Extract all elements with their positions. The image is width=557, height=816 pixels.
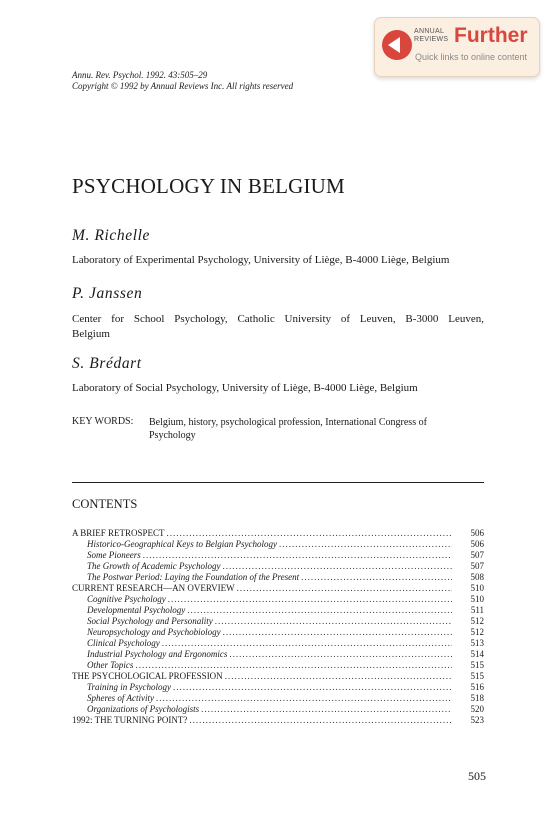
toc-dot-leader [143, 550, 452, 561]
author-name: P. Janssen [72, 285, 143, 302]
toc-subsection-entry[interactable] [72, 594, 484, 605]
keywords-text [149, 416, 479, 442]
contents-heading: CONTENTS [72, 497, 138, 511]
keywords-line: Psychology [149, 430, 196, 441]
toc-dot-leader [168, 594, 452, 605]
toc-entry-page: 516 [470, 682, 484, 692]
toc-entry-label: 1992: THE TURNING POINT? [72, 715, 188, 725]
toc-entry-page: 514 [470, 649, 484, 659]
badge-brand: Further [454, 24, 528, 47]
toc-entry-page: 512 [470, 616, 484, 626]
toc-subsection-entry[interactable] [72, 561, 484, 572]
author-affiliation: Center for School Psychology, Catholic University of Leuven, B-3000 Leuven, [72, 313, 484, 325]
toc-dot-leader [279, 539, 452, 550]
toc-dot-leader [135, 660, 452, 671]
toc-entry-label: A BRIEF RETROSPECT [72, 528, 165, 538]
page-number: 505 [468, 769, 486, 783]
badge-line-annual: ANNUAL [414, 28, 445, 35]
toc-dot-leader [301, 572, 452, 583]
toc-dot-leader [167, 528, 452, 539]
toc-subsection-entry[interactable] [72, 660, 484, 671]
toc-entry-page: 506 [470, 528, 484, 538]
toc-entry-label: Neuropsychology and Psychobiology [87, 627, 221, 637]
toc-subsection-entry[interactable] [72, 693, 484, 704]
back-arrow-icon [382, 30, 412, 60]
toc-entry-label: Organizations of Psychologists [87, 704, 200, 714]
toc-entry-page: 520 [470, 704, 484, 714]
toc-entry-label: Social Psychology and Personality [87, 616, 213, 626]
toc-entry-label: Other Topics [87, 660, 134, 670]
author-affiliation: Laboratory of Social Psychology, University of Liège, B-4000 Liège, Belgium [72, 382, 418, 394]
toc-entry-page: 518 [470, 693, 484, 703]
toc-entry-label: Some Pioneers [87, 550, 141, 560]
toc-entry-label: THE PSYCHOLOGICAL PROFESSION [72, 671, 223, 681]
toc-entry-label: Spheres of Activity [87, 693, 154, 703]
keywords-label: KEY WORDS: [72, 416, 134, 427]
toc-subsection-entry[interactable] [72, 616, 484, 627]
author-name: S. Brédart [72, 355, 142, 372]
badge-line-reviews: REVIEWS [414, 36, 449, 43]
toc-dot-leader [225, 671, 452, 682]
toc-dot-leader [223, 627, 452, 638]
toc-entry-page: 508 [470, 572, 484, 582]
toc-dot-leader [189, 715, 452, 726]
toc-entry-label: CURRENT RESEARCH—AN OVERVIEW [72, 583, 235, 593]
toc-entry-page: 511 [470, 605, 484, 615]
toc-section-entry[interactable] [72, 583, 484, 594]
author-name: M. Richelle [72, 227, 151, 244]
toc-dot-leader [215, 616, 452, 627]
toc-entry-label: Industrial Psychology and Ergonomics [87, 649, 228, 659]
toc-dot-leader [162, 638, 452, 649]
toc-entry-page: 507 [470, 561, 484, 571]
toc-subsection-entry[interactable] [72, 550, 484, 561]
toc-entry-page: 515 [470, 660, 484, 670]
toc-entry-page: 513 [470, 638, 484, 648]
toc-entry-page: 506 [470, 539, 484, 549]
keywords-line: Belgium, history, psychological profession, International Congress of [149, 417, 427, 428]
copyright-line: Copyright © 1992 by Annual Reviews Inc. All rights reserved [72, 81, 294, 91]
section-divider [72, 482, 484, 483]
toc-entry-page: 510 [470, 583, 484, 593]
toc-subsection-entry[interactable] [72, 682, 484, 693]
article-title: PSYCHOLOGY IN BELGIUM [72, 174, 345, 198]
toc-entry-page: 507 [470, 550, 484, 560]
annual-reviews-further-badge[interactable] [374, 17, 540, 77]
toc-section-entry[interactable] [72, 528, 484, 539]
badge-publisher-label [414, 28, 448, 44]
toc-dot-leader [187, 605, 452, 616]
toc-entry-label: Cognitive Psychology [87, 594, 166, 604]
toc-entry-label: Developmental Psychology [87, 605, 186, 615]
toc-dot-leader [222, 561, 452, 572]
author-affiliation-continued: Belgium [72, 328, 110, 340]
toc-entry-label: Historico-Geographical Keys to Belgian Psychology [87, 539, 277, 549]
toc-subsection-entry[interactable] [72, 704, 484, 715]
toc-entry-page: 512 [470, 627, 484, 637]
toc-entry-page: 510 [470, 594, 484, 604]
toc-subsection-entry[interactable] [72, 627, 484, 638]
toc-entry-label: The Postwar Period: Laying the Foundation of the Present [87, 572, 300, 582]
toc-subsection-entry[interactable] [72, 605, 484, 616]
toc-subsection-entry[interactable] [72, 638, 484, 649]
toc-entry-label: Training in Psychology [87, 682, 171, 692]
toc-subsection-entry[interactable] [72, 572, 484, 583]
toc-section-entry[interactable] [72, 715, 484, 726]
toc-entry-label: Clinical Psychology [87, 638, 160, 648]
toc-entry-label: The Growth of Academic Psychology [87, 561, 221, 571]
toc-entry-page: 523 [470, 715, 484, 725]
toc-subsection-entry[interactable] [72, 539, 484, 550]
toc-dot-leader [173, 682, 452, 693]
toc-section-entry[interactable] [72, 671, 484, 682]
toc-dot-leader [237, 583, 452, 594]
toc-dot-leader [201, 704, 452, 715]
journal-citation: Annu. Rev. Psychol. 1992. 43:505–29 [72, 70, 208, 80]
table-of-contents [72, 528, 484, 726]
toc-dot-leader [229, 649, 452, 660]
toc-entry-page: 515 [470, 671, 484, 681]
author-affiliation: Laboratory of Experimental Psychology, University of Liège, B-4000 Liège, Belgium [72, 254, 450, 266]
badge-tagline: Quick links to online content [415, 52, 528, 62]
toc-dot-leader [156, 693, 452, 704]
toc-subsection-entry[interactable] [72, 649, 484, 660]
